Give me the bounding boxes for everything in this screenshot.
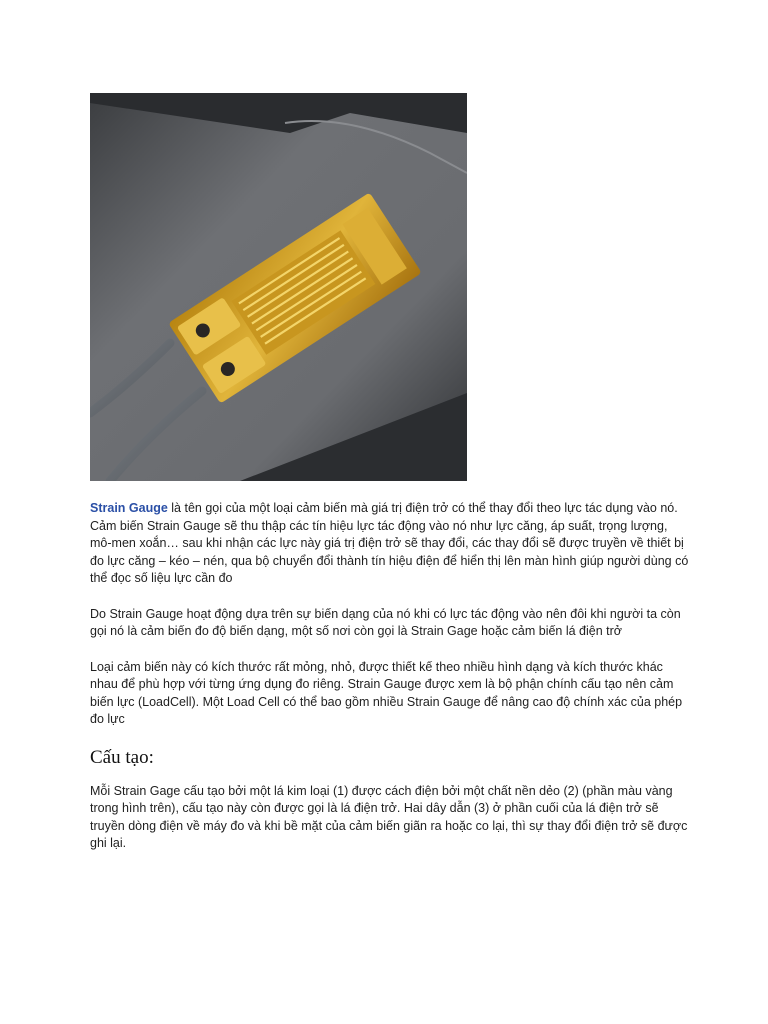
article-body [90,500,690,871]
section-heading: Cấu tạo: [90,746,154,768]
intro-text: là tên gọi của một loại cảm biến mà giá trị điện trở có thể thay đổi theo lực tác dụng vào nó. Cảm biến Strain Gauge sẽ thu thập các tín hiệu lực tác động vào nó như lực căng, áp suất, trọng lượng, mô-men xoắn… sau khi nhận các lực này giá trị điện trở sẽ thay đổi, các thay đổi sẽ được truyền về thiết bị đo lực căng – kéo – nén, qua bộ chuyển đổi thành tín hiệu điện để hiển thị lên màn hình giúp người dùng có thể đọc số liệu lực cần đo [90,501,689,585]
strain-gauge-photo [90,93,467,481]
description-paragraph: Loại cảm biến này có kích thước rất mỏng, nhỏ, được thiết kế theo nhiều hình dạng và kích thước khác nhau để phù hợp với từng ứng dụng đo riêng. Strain Gauge được xem là bộ phận chính cấu tạo nên cảm biến lực (LoadCell). Một Load Cell có thể bao gồm nhiều Strain Gauge để nâng cao độ chính xác của phép đo lực [90,659,683,726]
structure-paragraph: Mỗi Strain Gage cấu tạo bởi một lá kim loại (1) được cách điện bởi một chất nền dẻo (2) (phần màu vàng trong hình trên), cấu tạo này còn được gọi là lá điện trở. Hai dây dẫn (3) ở phần cuối của lá điện trở sẽ truyền dòng điện về máy đo và khi bề mặt của cảm biến giãn ra hoặc co lại, thì sự thay đổi điện trở sẽ được ghi lại. [90,783,688,850]
alias-paragraph: Do Strain Gauge hoạt động dựa trên sự biến dạng của nó khi có lực tác động vào nên đôi khi người ta còn gọi nó là cảm biến đo độ biến dạng, một số nơi còn gọi là Strain Gage hoặc cảm biến lá điện trở [90,606,681,638]
intro-paragraph [90,500,690,588]
term-strain-gauge[interactable]: Strain Gauge [90,501,168,515]
